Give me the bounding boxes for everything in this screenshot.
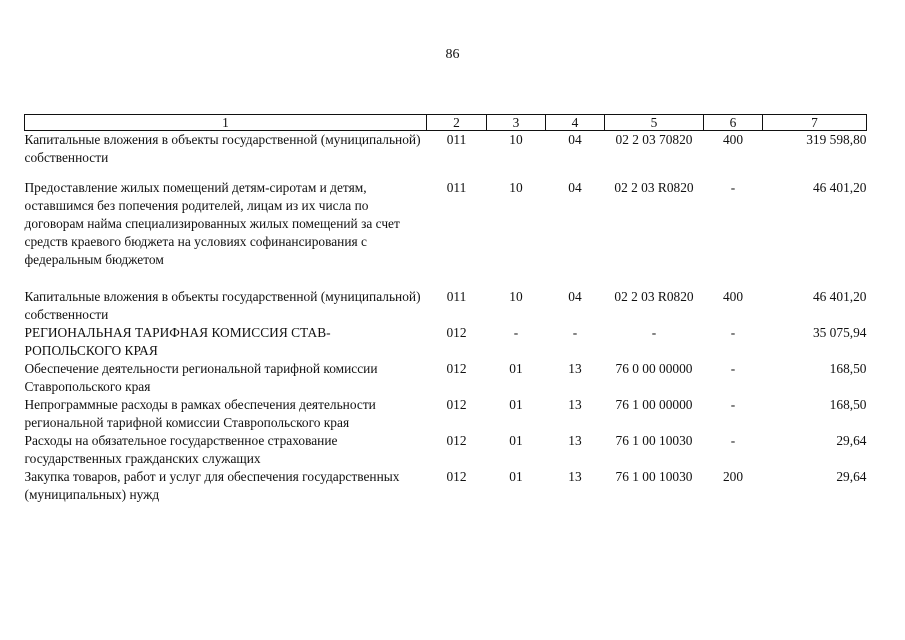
row-subsection-code: 13 bbox=[568, 469, 582, 484]
table-row bbox=[25, 396, 867, 432]
row-ministry-code: 012 bbox=[446, 433, 467, 448]
row-section-code: 01 bbox=[509, 397, 523, 412]
row-subsection-code: 13 bbox=[568, 397, 582, 412]
row-amount: 35 075,94 bbox=[812, 325, 867, 340]
row-target-code: 02 2 03 R0820 bbox=[614, 180, 694, 195]
row-subsection-code: 04 bbox=[568, 180, 582, 195]
row-amount: 168,50 bbox=[829, 397, 867, 412]
row-section-code: 01 bbox=[509, 469, 523, 484]
row-amount: 29,64 bbox=[836, 433, 867, 448]
page-number: 86 bbox=[445, 47, 460, 62]
column-header-4: 4 bbox=[546, 115, 605, 131]
row-expense-type: - bbox=[730, 397, 736, 412]
header-row bbox=[25, 115, 867, 131]
row-section-code: 01 bbox=[509, 361, 523, 376]
column-header-5: 5 bbox=[605, 115, 704, 131]
table-row bbox=[25, 131, 867, 168]
table-row bbox=[25, 432, 867, 468]
row-subsection-code: 04 bbox=[568, 289, 582, 304]
row-expense-type: - bbox=[730, 433, 736, 448]
row-subsection-code: 13 bbox=[568, 433, 582, 448]
row-name: Расходы на обязательное государственное страхование государственных гражданских служащих bbox=[24, 433, 338, 466]
row-ministry-code: 012 bbox=[446, 397, 467, 412]
row-target-code: - bbox=[651, 325, 657, 340]
row-section-code: 10 bbox=[509, 180, 523, 195]
table-row bbox=[25, 288, 867, 324]
row-expense-type: 400 bbox=[722, 132, 744, 147]
table-row bbox=[25, 360, 867, 396]
row-target-code: 76 1 00 10030 bbox=[615, 469, 693, 484]
row-ministry-code: 011 bbox=[446, 132, 467, 147]
row-section-code: 01 bbox=[509, 433, 523, 448]
row-section-code: 10 bbox=[509, 289, 523, 304]
row-target-code: 76 0 00 00000 bbox=[615, 361, 693, 376]
row-name: Капитальные вложения в объекты государственной (муниципальной) собственности bbox=[24, 132, 421, 165]
column-header-3: 3 bbox=[487, 115, 546, 131]
row-subsection-code: 13 bbox=[568, 361, 582, 376]
row-name: Обеспечение деятельности региональной тарифной комиссии Ставропольского края bbox=[24, 361, 378, 394]
row-expense-type: - bbox=[730, 180, 736, 195]
row-target-code: 76 1 00 10030 bbox=[615, 433, 693, 448]
budget-table bbox=[24, 114, 867, 504]
row-expense-type: - bbox=[730, 361, 736, 376]
row-target-code: 02 2 03 70820 bbox=[615, 132, 693, 147]
row-name: Предоставление жилых помещений детям-сиротам и детям, оставшимся без попечения родителей, лицам из их числа по договорам найма специализированных жилых помещений за счет средств краевого бюджета на условиях софинансирования с федеральным бюджетом bbox=[24, 180, 400, 267]
row-ministry-code: 011 bbox=[446, 289, 467, 304]
row-ministry-code: 012 bbox=[446, 361, 467, 376]
row-target-code: 02 2 03 R0820 bbox=[614, 289, 694, 304]
table-row bbox=[25, 324, 867, 360]
row-spacer bbox=[25, 269, 867, 288]
row-expense-type: 400 bbox=[722, 289, 744, 304]
row-ministry-code: 012 bbox=[446, 325, 467, 340]
row-subsection-code: 04 bbox=[568, 132, 582, 147]
row-subsection-code: - bbox=[572, 325, 578, 340]
row-ministry-code: 012 bbox=[446, 469, 467, 484]
row-expense-type: - bbox=[730, 325, 736, 340]
row-name: Закупка товаров, работ и услуг для обеспечения государственных (муниципальных) нужд bbox=[24, 469, 400, 502]
table-row bbox=[25, 468, 867, 504]
row-section-code: 10 bbox=[509, 132, 523, 147]
row-ministry-code: 011 bbox=[446, 180, 467, 195]
row-amount: 46 401,20 bbox=[812, 289, 867, 304]
row-expense-type: 200 bbox=[722, 469, 744, 484]
row-amount: 46 401,20 bbox=[812, 180, 867, 195]
row-name: РЕГИОНАЛЬНАЯ ТАРИФНАЯ КОМИССИЯ СТАВ-РОПОЛЬСКОГО КРАЯ bbox=[24, 325, 331, 358]
column-header-6: 6 bbox=[704, 115, 763, 131]
column-header-7: 7 bbox=[763, 115, 867, 131]
column-header-1: 1 bbox=[25, 115, 427, 131]
row-target-code: 76 1 00 00000 bbox=[615, 397, 693, 412]
row-amount: 29,64 bbox=[836, 469, 867, 484]
row-name: Непрограммные расходы в рамках обеспечения деятельности региональной тарифной комиссии Ставропольского края bbox=[24, 397, 376, 430]
row-amount: 168,50 bbox=[829, 361, 867, 376]
row-name: Капитальные вложения в объекты государственной (муниципальной) собственности bbox=[24, 289, 421, 322]
row-section-code: - bbox=[513, 325, 519, 340]
table-row bbox=[25, 167, 867, 269]
row-amount: 319 598,80 bbox=[806, 132, 867, 147]
column-header-2: 2 bbox=[427, 115, 487, 131]
